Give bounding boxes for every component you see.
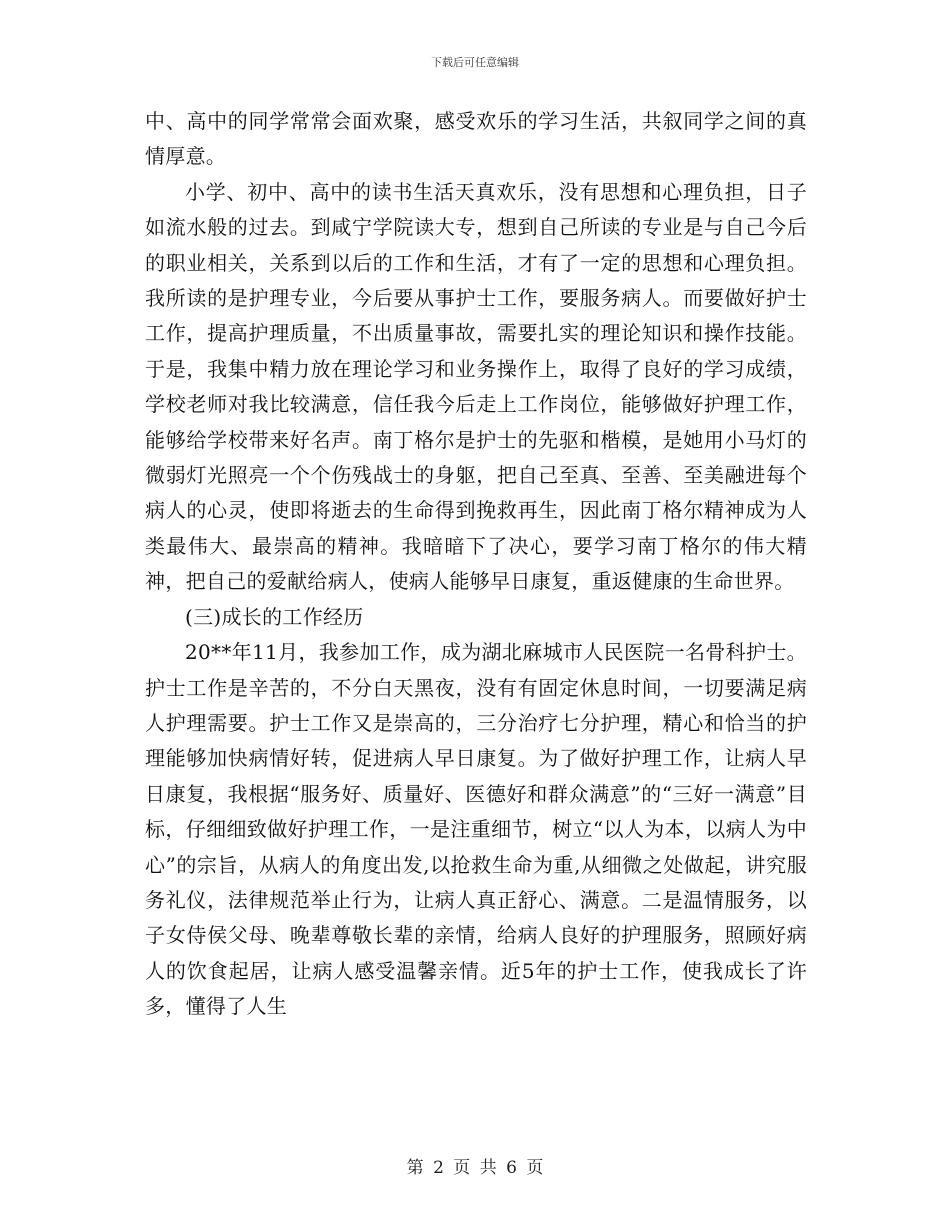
section-heading: (三)成长的工作经历: [185, 604, 364, 629]
page-number: 第 2 页 共 6 页: [406, 1158, 544, 1178]
document-body: [145, 104, 807, 1025]
paragraph-study-life: 小学、初中、高中的读书生活天真欢乐，没有思想和心理负担，日子如流水般的过去。到咸宁学院读大专，想到自己所读的专业是与自己今后的职业相关，关系到以后的工作和生活，才有了一定的思想和心理负担。我所读的是护理专业，今后要从事护士工作，要服务病人。而要做好护士工作，提高护理质量，不出质量事故，需要扎实的理论知识和操作技能。于是，我集中精力放在理论学习和业务操作上，取得了良好的学习成绩，学校老师对我比较满意，信任我今后走上工作岗位，能够做好护理工作，能够给学校带来好名声。南丁格尔是护士的先驱和楷模，是她用小马灯的微弱灯光照亮一个个伤残战士的身躯，把自己至真、至善、至美融进每个病人的心灵，使即将逝去的生命得到挽救再生，因此南丁格尔精神成为人类最伟大、最崇高的精神。我暗暗下了决心，要学习南丁格尔的伟大精神，把自己的爱献给病人，使病人能够早日康复，重返健康的生命世界。: [145, 179, 807, 594]
paragraph-work-experience: 20**年11月，我参加工作，成为湖北麻城市人民医院一名骨科护士。护士工作是辛苦的，不分白天黑夜，没有有固定休息时间，一切要满足病人护理需要。护士工作又是崇高的，三分治疗七分护理，精心和恰当的护理能够加快病情好转，促进病人早日康复。为了做好护理工作，让病人早日康复，我根据“服务好、质量好、医德好和群众满意”的“三好一满意”目标，仔细细致做好护理工作，一是注重细节，树立“以人为本，以病人为中心”的宗旨，从病人的角度出发,以抢救生命为重,从细微之处做起，讲究服务礼仪，法律规范举止行为，让病人真正舒心、满意。二是温情服务，以子女侍侯父母、晚辈尊敬长辈的亲情，给病人良好的护理服务，照顾好病人的饮食起居，让病人感受温馨亲情。近5年的护士工作，使我成长了许多，懂得了人生: [145, 640, 807, 1019]
paragraph-continuation: 中、高中的同学常常会面欢聚，感受欢乐的学习生活，共叙同学之间的真情厚意。: [145, 109, 807, 169]
page-header: 下载后可任意编辑: [431, 56, 519, 69]
